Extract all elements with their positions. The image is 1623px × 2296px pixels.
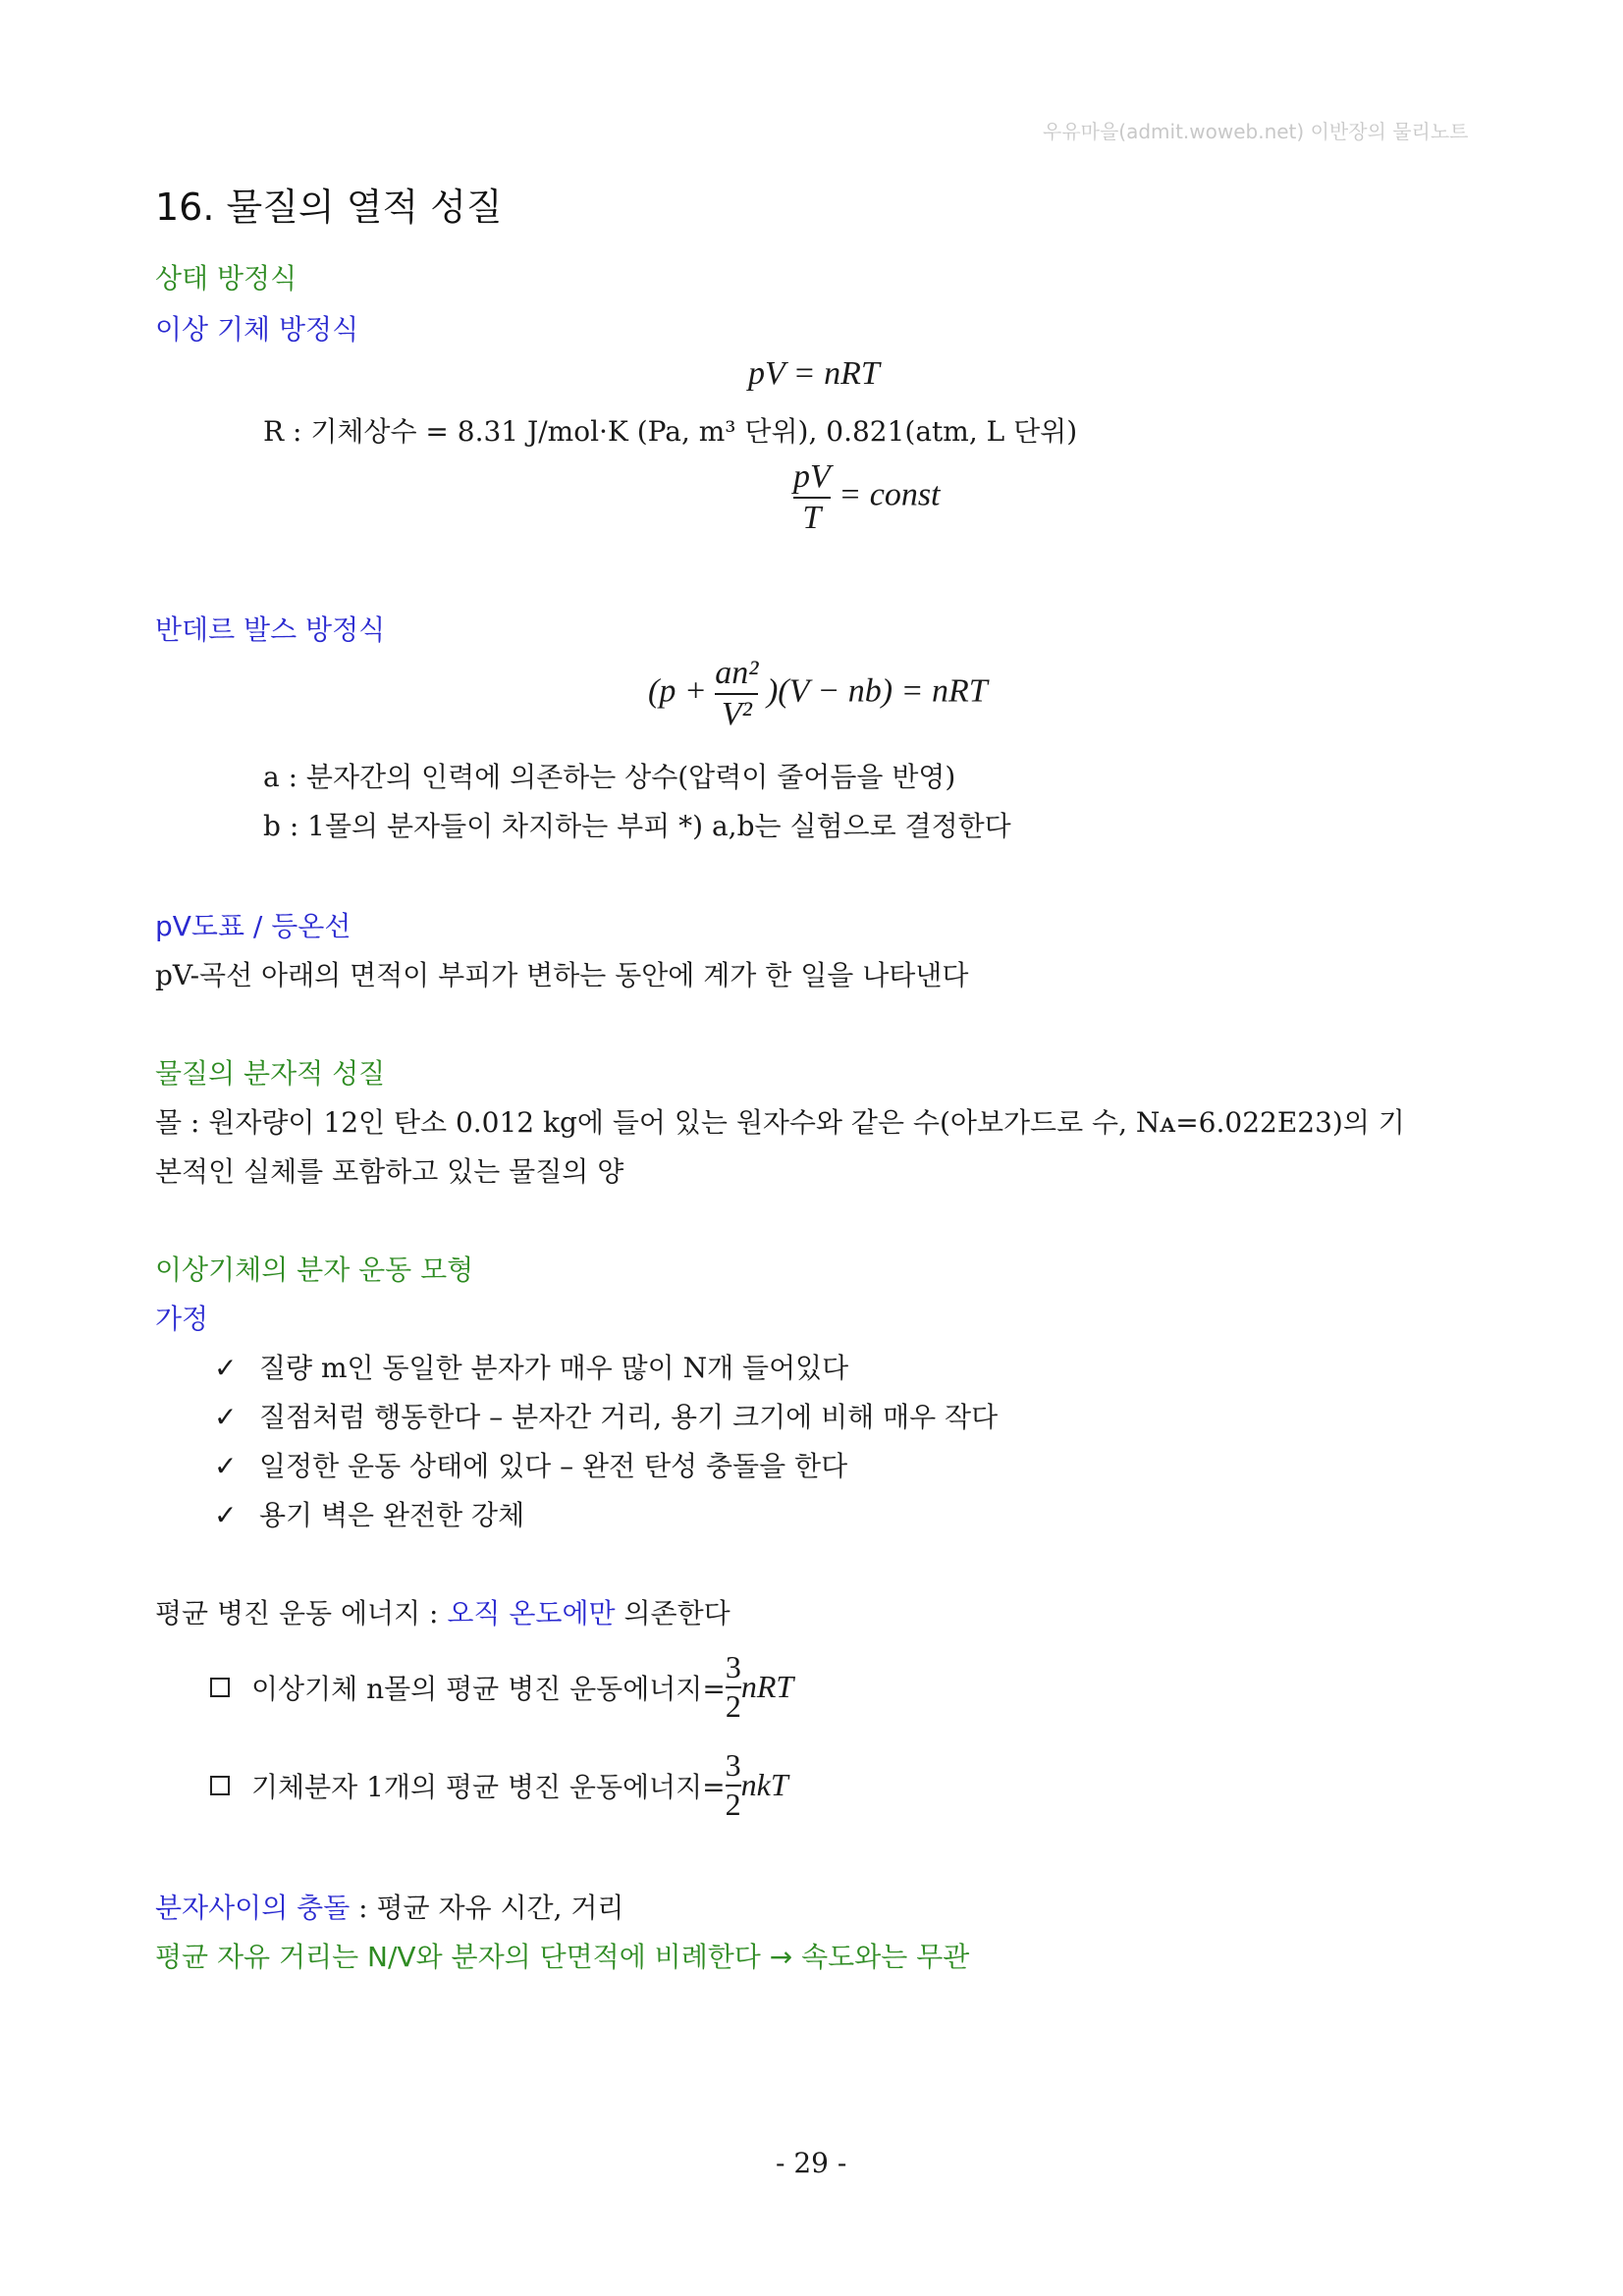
kinetic-model-heading: 이상기체의 분자 운동 모형 bbox=[155, 1254, 474, 1286]
pvt-numerator: pV bbox=[793, 458, 831, 495]
check-icon: ✓ bbox=[214, 1499, 238, 1531]
energy-fraction: $\frac{3}{2}$ bbox=[725, 1649, 741, 1724]
vdw-heading: 반데르 발스 방정식 bbox=[155, 614, 386, 646]
vdw-rest: )(V − nb) = nRT bbox=[766, 672, 988, 710]
mole-definition-line1: 몰 : 원자량이 12인 탄소 0.012 kg에 들어 있는 원자수와 같은 수(아보가드로 수, Nᴀ=6.022E23)의 기 bbox=[155, 1106, 1405, 1139]
mean-free-path-line: 평균 자유 거리는 N/V와 분자의 단면적에 비례한다 → 속도와는 무관 bbox=[155, 1941, 970, 1973]
square-bullet-icon bbox=[210, 1776, 230, 1795]
pv-diagram-text: pV-곡선 아래의 면적이 부피가 변하는 동안에 계가 한 일을 나타낸다 bbox=[155, 959, 969, 991]
energy-fraction: $\frac{3}{2}$ bbox=[725, 1747, 741, 1822]
pvt-fraction bbox=[793, 459, 831, 535]
check-icon: ✓ bbox=[214, 1352, 238, 1384]
list-item: ✓ 용기 벽은 완전한 강체 bbox=[214, 1499, 525, 1531]
check-icon: ✓ bbox=[214, 1401, 238, 1433]
molecular-properties-heading: 물질의 분자적 성질 bbox=[155, 1057, 386, 1090]
mole-definition-line2: 본적인 실체를 포함하고 있는 물질의 양 bbox=[155, 1155, 624, 1188]
energy-item-ideal-gas: 이상기체 n몰의 평균 병진 운동에너지= $\frac{3}{2}$ nRT bbox=[210, 1651, 793, 1723]
vdw-formula bbox=[648, 656, 988, 731]
r-constant-line: R : 기체상수 = 8.31 J/mol·K (Pa, m³ 단위), 0.821(atm, L 단위) bbox=[263, 415, 1078, 448]
check-icon: ✓ bbox=[214, 1450, 238, 1482]
assumption-heading: 가정 bbox=[155, 1303, 209, 1335]
fraction-bar bbox=[793, 497, 831, 499]
page-number: - 29 - bbox=[776, 2147, 847, 2179]
fraction-bar bbox=[715, 693, 758, 695]
pvt-rhs: = const bbox=[839, 476, 941, 513]
vdw-fraction bbox=[715, 656, 758, 731]
vdw-fraction-numerator: an² bbox=[715, 655, 759, 691]
vdw-lhs-open: (p + bbox=[648, 672, 707, 710]
vdw-b-description: b : 1몰의 분자들이 차지하는 부피 *) a,b는 실험으로 결정한다 bbox=[263, 810, 1011, 842]
state-equation-heading: 상태 방정식 bbox=[155, 262, 298, 294]
list-item: ✓ 질량 m인 동일한 분자가 매우 많이 N개 들어있다 bbox=[214, 1352, 849, 1384]
ideal-gas-formula: pV = nRT bbox=[748, 355, 880, 392]
average-energy-line: 평균 병진 운동 에너지 : 오직 온도에만 의존한다 bbox=[155, 1597, 730, 1629]
energy-item-single-molecule: 기체분자 1개의 평균 병진 운동에너지= $\frac{3}{2}$ nkT bbox=[210, 1749, 788, 1821]
list-item: ✓ 일정한 운동 상태에 있다 – 완전 탄성 충돌을 한다 bbox=[214, 1450, 848, 1482]
collision-heading: 분자사이의 충돌 bbox=[155, 1892, 351, 1924]
list-item: ✓ 질점처럼 행동한다 – 분자간 거리, 용기 크기에 비해 매우 작다 bbox=[214, 1401, 999, 1433]
vdw-fraction-denominator: V² bbox=[721, 695, 752, 732]
pvt-denominator: T bbox=[802, 499, 822, 536]
collision-line: 분자사이의 충돌 : 평균 자유 시간, 거리 bbox=[155, 1892, 624, 1924]
pvt-formula bbox=[793, 459, 941, 535]
pv-diagram-heading: pV도표 / 등온선 bbox=[155, 910, 352, 942]
square-bullet-icon bbox=[210, 1678, 230, 1697]
header-note: 우유마을(admit.woweb.net) 이반장의 물리노트 bbox=[1043, 120, 1469, 143]
chapter-title: 16. 물질의 열적 성질 bbox=[155, 186, 503, 229]
ideal-gas-heading: 이상 기체 방정식 bbox=[155, 313, 359, 346]
temperature-emphasis: 오직 온도에만 bbox=[447, 1597, 616, 1629]
vdw-a-description: a : 분자간의 인력에 의존하는 상수(압력이 줄어듬을 반영) bbox=[263, 761, 956, 793]
